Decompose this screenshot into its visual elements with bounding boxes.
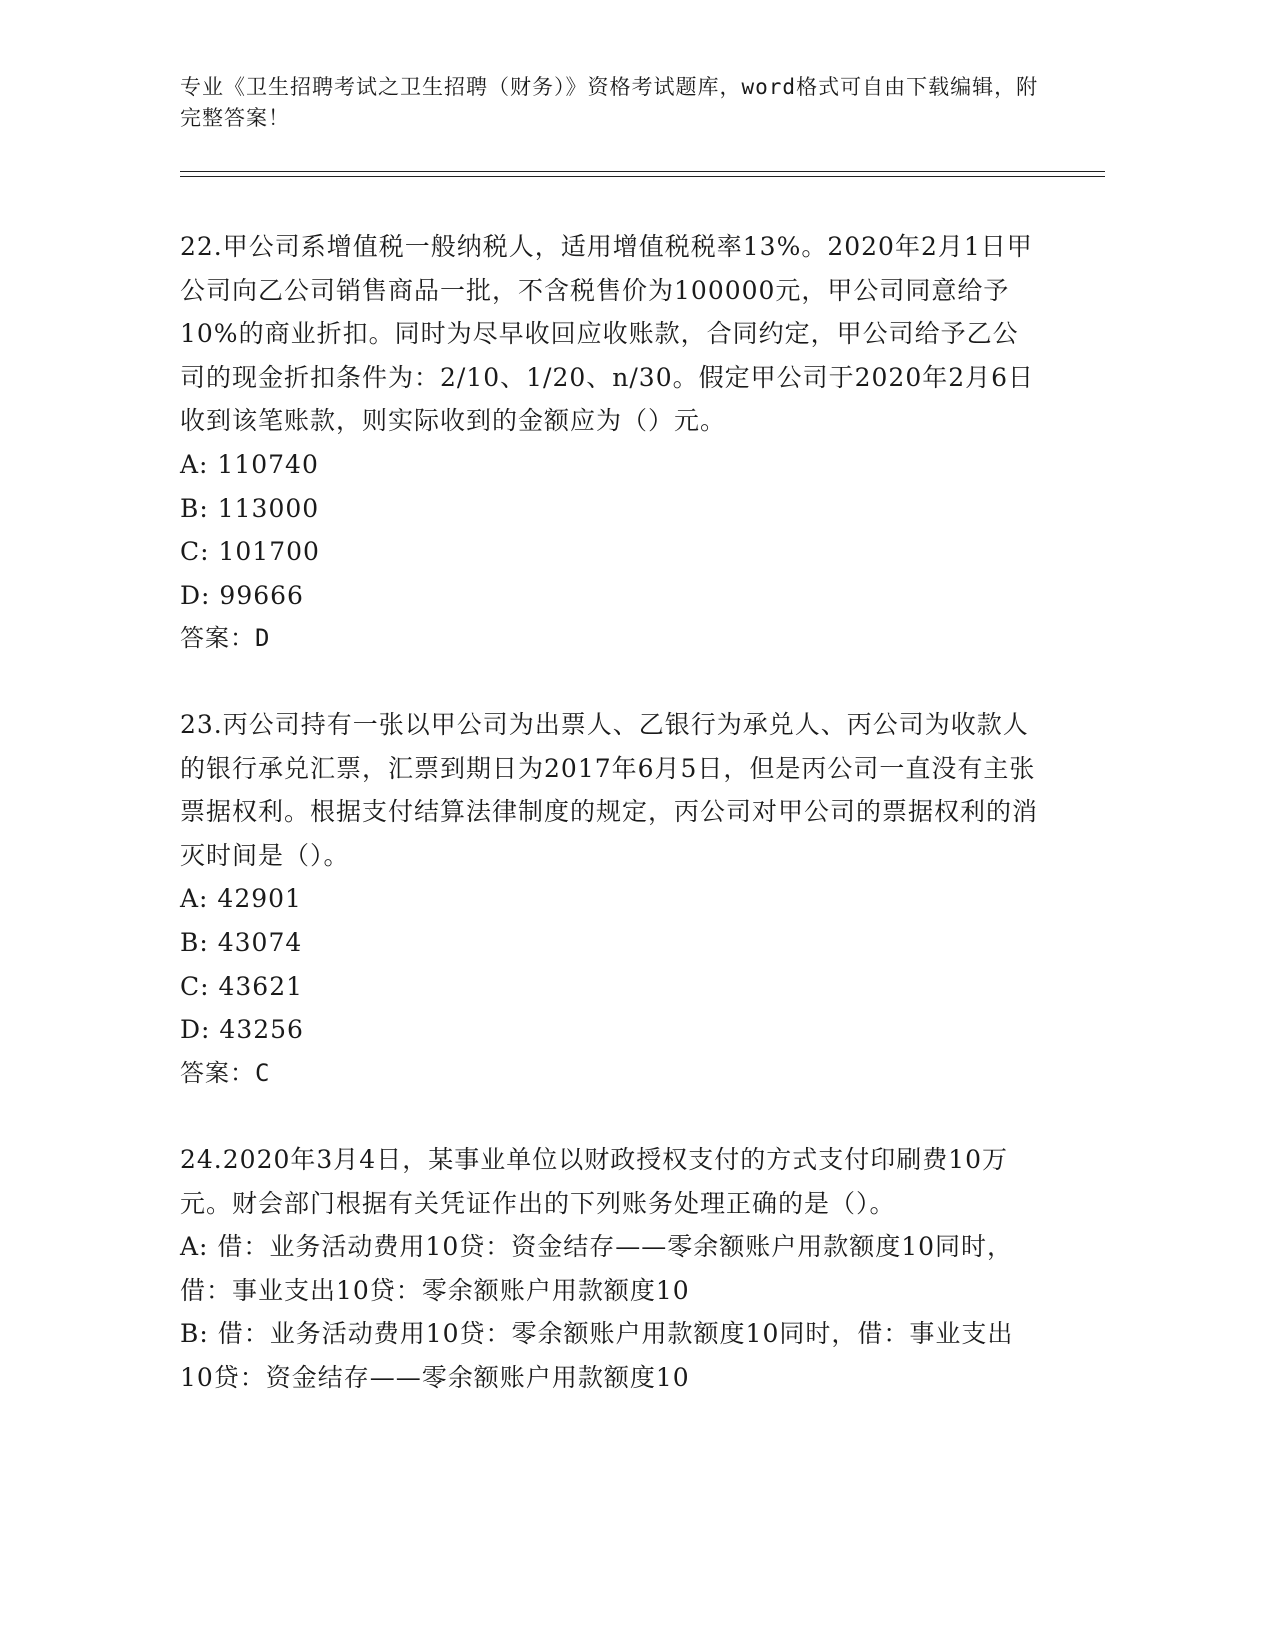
option-c: C: 101700	[180, 537, 320, 567]
question-stem: 22.甲公司系增值税一般纳税人，适用增值税税率13%。2020年2月1日甲公司向乙公司销售商品一批，不含税售价为100000元，甲公司同意给予10%的商业折扣。同时为尽早收回应收账款，合同约定，甲公司给予乙公司的现金折扣条件为：2/10、1/20、n/30。假定甲公司于2020年2月6日收到该笔账款，则实际收到的金额应为（）元。	[180, 232, 1035, 436]
option-d: D: 99666	[180, 580, 304, 610]
option-a: A: 110740	[180, 449, 319, 479]
option-d: D: 43256	[180, 1015, 304, 1045]
header-divider-top	[180, 171, 1105, 172]
question-stem: 24.2020年3月4日，某事业单位以财政授权支付的方式支付印刷费10万元。财会部门根据有关凭证作出的下列账务处理正确的是（）。	[180, 1145, 1009, 1218]
question-22	[180, 225, 1040, 661]
answer-label: 答案：C	[180, 1058, 271, 1087]
question-24	[180, 1138, 1040, 1400]
document-header: 专业《卫生招聘考试之卫生招聘（财务）》资格考试题库，word格式可自由下载编辑，附完整答案！	[180, 75, 1039, 130]
option-b: B: 43074	[180, 927, 303, 957]
header-divider-bottom	[180, 176, 1105, 177]
question-stem: 23.丙公司持有一张以甲公司为出票人、乙银行为承兑人、丙公司为收款人的银行承兑汇票，汇票到期日为2017年6月5日，但是丙公司一直没有主张票据权利。根据支付结算法律制度的规定，丙公司对甲公司的票据权利的消灭时间是（）。	[180, 710, 1039, 870]
option-b: B: 113000	[180, 493, 320, 523]
option-a: A: 42901	[180, 884, 302, 914]
option-c: C: 43621	[180, 971, 304, 1001]
question-23	[180, 703, 1040, 1095]
answer-label: 答案：D	[180, 624, 271, 653]
option-a: A: 借：业务活动费用10贷：资金结存——零余额账户用款额度10同时，借：事业支出10贷：零余额账户用款额度10	[180, 1232, 1014, 1305]
option-b: B: 借：业务活动费用10贷：零余额账户用款额度10同时，借：事业支出10贷：资金结存——零余额账户用款额度10	[180, 1319, 1014, 1392]
